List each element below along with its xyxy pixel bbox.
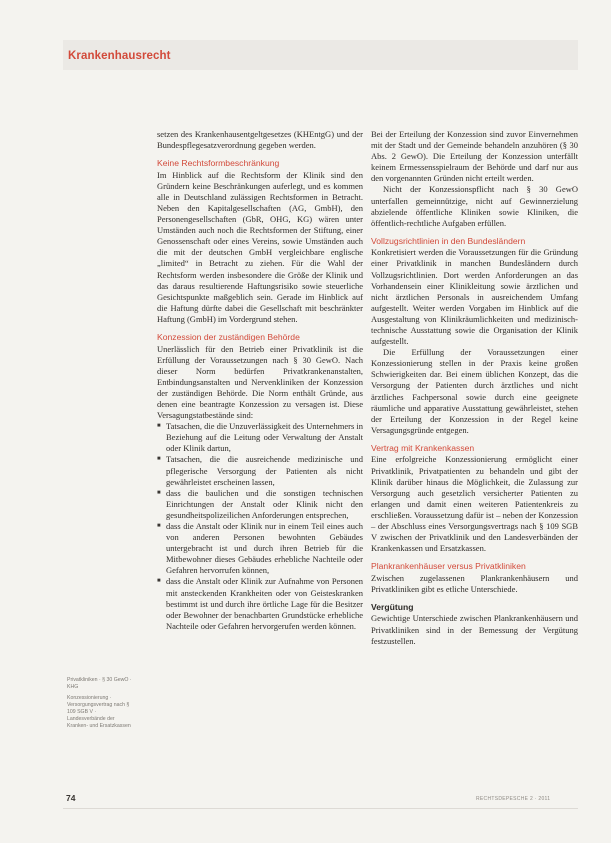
- section-title: Krankenhausrecht: [68, 50, 171, 62]
- heading-plankrankenhaeuser: Plankrankenhäuser versus Privatkliniken: [371, 561, 526, 572]
- paragraph-vollzug: Konkretisiert werden die Voraussetzungen für die Gründung einer Privatklinik in manchen Bundesländern durch Vollzugsrichtlinien. Dort werden Anforderungen an das Vorhandensein einer Klinikleitung sowie ärztlichen und nicht ärztlichen Personals in ausreichendem Umfang aufgestellt. Weiter werden Vorgaben im Hinblick auf die Ausgestaltung von Klinikräumlichkeiten und medizinisch-technische Ausstattung sowie die Organisation der Klinik aufgestellt.: [371, 247, 578, 347]
- right-column: [371, 129, 578, 647]
- margin-note-line: Privatkliniken · § 30 GewO · KHG: [67, 677, 132, 690]
- heading-rechtsform: Keine Rechtsformbeschränkung: [157, 158, 280, 169]
- paragraph-krankenkassen: Eine erfolgreiche Konzessionierung ermöglicht einer Privatklinik, Privatpatienten zu behandeln und gibt der Klinik darüber hinaus die Möglichkeit, die Zulassung zur Versorgung auch gesetzlich versicherter Patienten zu erlangen und damit einen weiteren Patientenkreis zu erschließen. Voraussetzung dafür ist – neben der Konzession – der Abschluss eines Versorgungsvertrags nach § 109 SGB V zwischen der Privatklinik und den Landesverbänden der Krankenkassen und Ersatzkassen.: [371, 454, 578, 554]
- page-number: 74: [66, 793, 76, 803]
- paragraph-konzessionspflicht: Nicht der Konzessionspflicht nach § 30 GewO unterfallen gemeinnützige, nicht auf Gewinnerzielung abzielende öffentliche Kliniken sowie Kliniken, die öffentlich-rechtliche Aufgaben erfüllen.: [371, 184, 578, 228]
- intro-paragraph: setzen des Krankenhausentgeltgesetzes (KHEntgG) und der Bundespflegesatzverordnung gegeben werden.: [157, 129, 363, 151]
- footer-divider: [63, 808, 578, 809]
- heading-krankenkassen: Vertrag mit Krankenkassen: [371, 442, 475, 453]
- paragraph-plankrankenhaeuser: Zwischen zugelassenen Plankrankenhäusern und Privatkliniken gibt es etliche Unterschiede.: [371, 572, 578, 594]
- list-item: ■ Tatsachen, die die Unzuverlässigkeit des Unternehmers in Beziehung auf die Leitung oder Verwaltung der Anstalt oder Klinik dartun,: [157, 421, 363, 454]
- paragraph-verguetung: Gewichtige Unterschiede zwischen Plankrankenhäusern und Privatkliniken sind in der Bemessung der Vergütung festzustellen.: [371, 613, 578, 646]
- list-item: ■ dass die Anstalt oder Klinik nur in einem Teil eines auch von anderen Personen bewohnten Gebäudes untergebracht ist und durch ihren Betrieb für die Mitbewohner dieses Gebäudes erhebliche Nachteile oder Gefahren hervorrufen können,: [157, 521, 363, 576]
- list-item: ■ dass die baulichen und die sonstigen technischen Einrichtungen der Anstalt oder Klinik nicht den gesundheitspolizeilichen Anforderungen entsprechen,: [157, 488, 363, 521]
- heading-vollzug: Vollzugsrichtlinien in den Bundesländern: [371, 235, 526, 246]
- heading-konzession: Konzession der zuständigen Behörde: [157, 332, 300, 342]
- paragraph-praxis: Die Erfüllung der Voraussetzungen einer Konzessionierung stellen in der Praxis keine großen Schwierigkeiten dar. Bei einem üblichen Konzept, das die Versorgung der Patienten durch ärztliches und nicht ärztliches Fachpersonal sowie durch eine geeignete räumliche und apparative Ausstattung gewährleistet, stehen der Erteilung der Konzession in der Regel keine Versagungsgründe entgegen.: [371, 347, 578, 435]
- paragraph-rechtsform: Im Hinblick auf die Rechtsform der Klinik sind den Gründern keine Beschränkungen auferlegt, und es kommen alle in Deutschland zulässigen Rechtsformen in Betracht. Neben den Kapitalgesellschaften (AG, GmbH), den Personengesellschaften (GbR, OHG, KG) wären unter Umständen auch noch die Rechtsformen der Stiftung, einer Genossenschaft oder eines Vereins, sowie Umständen auch die mit der deutschen GmbH vergleichbare englische „limited“ in Betracht zu ziehen. Für die Wahl der Rechtsform werden insbesondere die Größe der Klinik und das daraus resultierende Haftungsrisiko sowie steuerliche Gesichtspunkte maßgeblich sein. Gerade im Hinblick auf die Haftung dürfte dabei die Gesellschaft mit beschränkter Haftung (GmbH) im Vordergrund stehen.: [157, 169, 363, 324]
- list-item: ■ dass die Anstalt oder Klinik zur Aufnahme von Personen mit ansteckenden Krankheiten oder von Geisteskranken bestimmt ist und durch ihre örtliche Lage für die Besitzer oder Bewohner der benachbarten Grundstücke erhebliche Nachteile oder Gefahren hervorgerufen werden können.: [157, 576, 363, 631]
- margin-note: [67, 677, 135, 734]
- paragraph-konzession: Unerlässlich für den Betrieb einer Privatklinik ist die Erfüllung der Voraussetzungen nach § 30 GewO. Nach dieser Norm bedürfen Privatkrankenanstalten, Entbindungsanstalten und Nervenkliniken der Konzession der zuständigen Behörde. Die Norm enthält Gründe, aus denen eine beantragte Konzession zu versagen ist. Diese Versagungstatbestände sind:: [157, 343, 363, 421]
- running-footer: RECHTSDEPESCHE 2 · 2011: [476, 796, 551, 802]
- paragraph-erteilung: Bei der Erteilung der Konzession sind zuvor Einvernehmen mit der Stadt und der Gemeinde behandeln anzuhören (§ 30 Abs. 2 GewO). Die Erteilung der Konzession unterfällt keinem Ermessensspielraum der Behörde und darf nur aus den vorgenannten Gründen nicht erteilt werden.: [371, 129, 578, 184]
- heading-verguetung: Vergütung: [371, 601, 414, 612]
- left-column: [157, 129, 363, 632]
- versagung-list: [157, 421, 363, 632]
- list-item: ■ Tatsachen, die die ausreichende medizinische und pflegerische Versorgung der Patienten als nicht gewährleistet erscheinen lassen,: [157, 454, 363, 487]
- margin-note-line: Konzessionierung · Versorgungsvertrag nach § 109 SGB V · Landesverbände der Kranken- und Ersatzkassen: [67, 695, 131, 729]
